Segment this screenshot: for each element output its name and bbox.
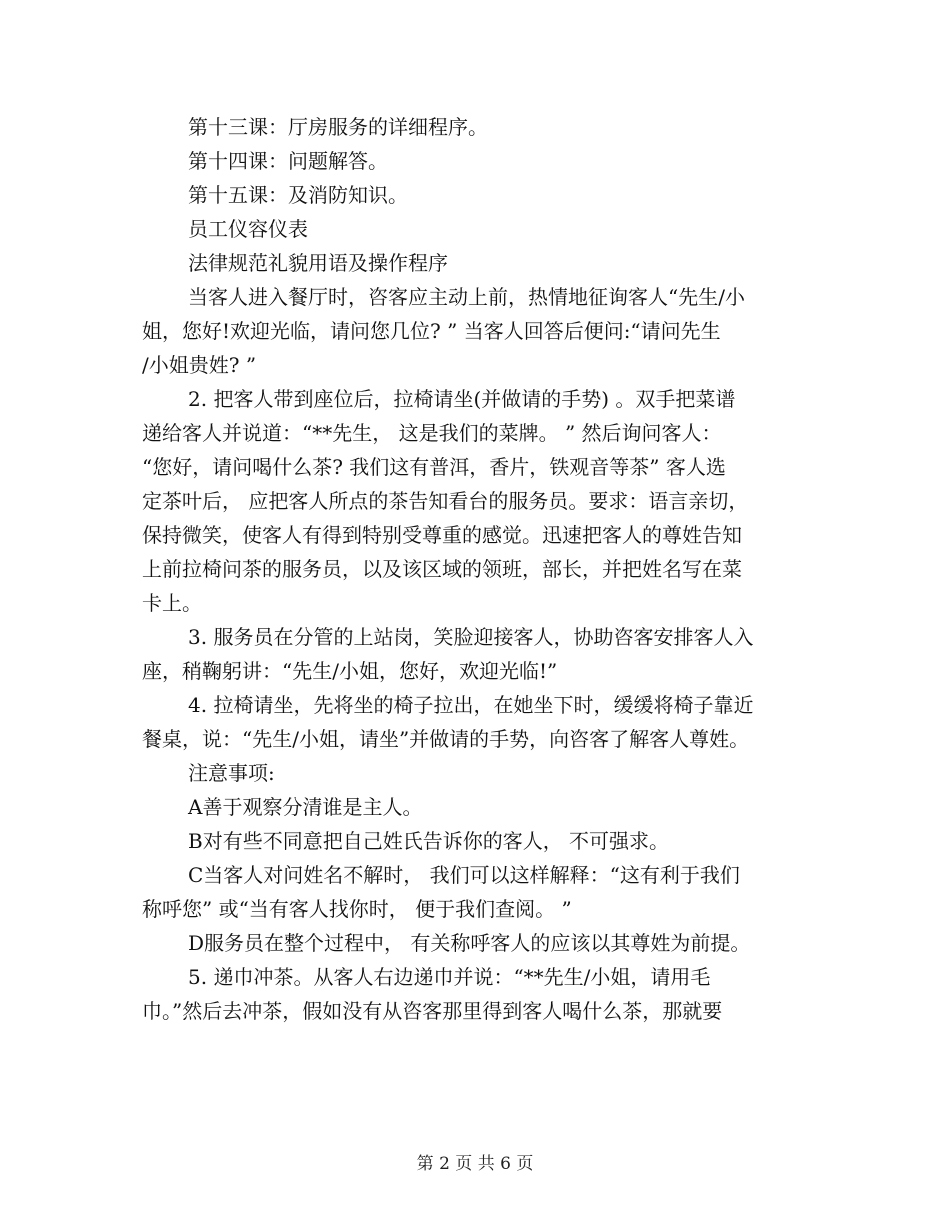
- page-number: 第 2 页 共 6 页: [416, 1154, 534, 1174]
- text-line: 3. 服务员在分管的上站岗，笑脸迎接客人，协助咨客安排客人入: [188, 625, 754, 649]
- text-line: 5. 递巾冲茶。从客人右边递巾并说：“**先生/小姐，请用毛: [188, 965, 711, 989]
- note-item: C当客人对问姓名不解时， 我们可以这样解释：“这有利于我们: [188, 863, 740, 887]
- text-line: 递给客人并说道：“**先生， 这是我们的菜牌。 ” 然后询问客人：: [142, 421, 722, 445]
- text-line: 巾。”然后去冲茶，假如没有从咨客那里得到客人喝什么茶，那就要: [142, 999, 723, 1023]
- section-heading: 员工仪容仪表: [188, 217, 308, 241]
- text-line: 当客人进入餐厅时，咨客应主动上前，热情地征询客人“先生/小: [188, 285, 745, 309]
- text-line: 第十四课：问题解答。: [188, 149, 388, 173]
- note-item: B对有些不同意把自己姓氏告诉你的客人， 不可强求。: [188, 829, 670, 853]
- section-heading: 法律规范礼貌用语及操作程序: [188, 251, 448, 275]
- text-line: 4. 拉椅请坐，先将坐的椅子拉出，在她坐下时，缓缓将椅子靠近: [188, 693, 754, 717]
- text-line: 卡上。: [142, 591, 202, 615]
- text-line: 姐，您好!欢迎光临，请问您几位? ” 当客人回答后便问:“请问先生: [142, 319, 721, 343]
- text-line: 第十五课：及消防知识。: [188, 183, 408, 207]
- text-line: 2. 把客人带到座位后，拉椅请坐(并做请的手势) 。双手把菜谱: [188, 387, 736, 411]
- text-line: 定茶叶后， 应把客人所点的茶告知看台的服务员。要求：语言亲切，: [142, 489, 749, 513]
- text-line: 第十三课：厅房服务的详细程序。: [188, 115, 488, 139]
- text-line: 保持微笑，使客人有得到特别受尊重的感觉。迅速把客人的尊姓告知: [142, 523, 742, 547]
- text-line: 座，稍鞠躬讲：“先生/小姐，您好，欢迎光临!”: [142, 659, 558, 683]
- document-body: [142, 110, 810, 1028]
- note-item: 称呼您” 或“当有客人找你时， 便于我们查阅。 ”: [142, 897, 572, 921]
- text-line: /小姐贵姓? ”: [142, 353, 257, 377]
- text-line: 餐桌，说：“先生/小姐，请坐”并做请的手势，向咨客了解客人尊姓。: [142, 727, 750, 751]
- notes-heading: 注意事项:: [188, 761, 275, 785]
- note-item: D服务员在整个过程中， 有关称呼客人的应该以其尊姓为前提。: [188, 931, 751, 955]
- text-line: 上前拉椅问茶的服务员，以及该区域的领班，部长，并把姓名写在菜: [142, 557, 742, 581]
- note-item: A善于观察分清谁是主人。: [188, 795, 423, 819]
- text-line: “您好，请问喝什么茶? 我们这有普洱，香片，铁观音等茶” 客人选: [142, 455, 726, 479]
